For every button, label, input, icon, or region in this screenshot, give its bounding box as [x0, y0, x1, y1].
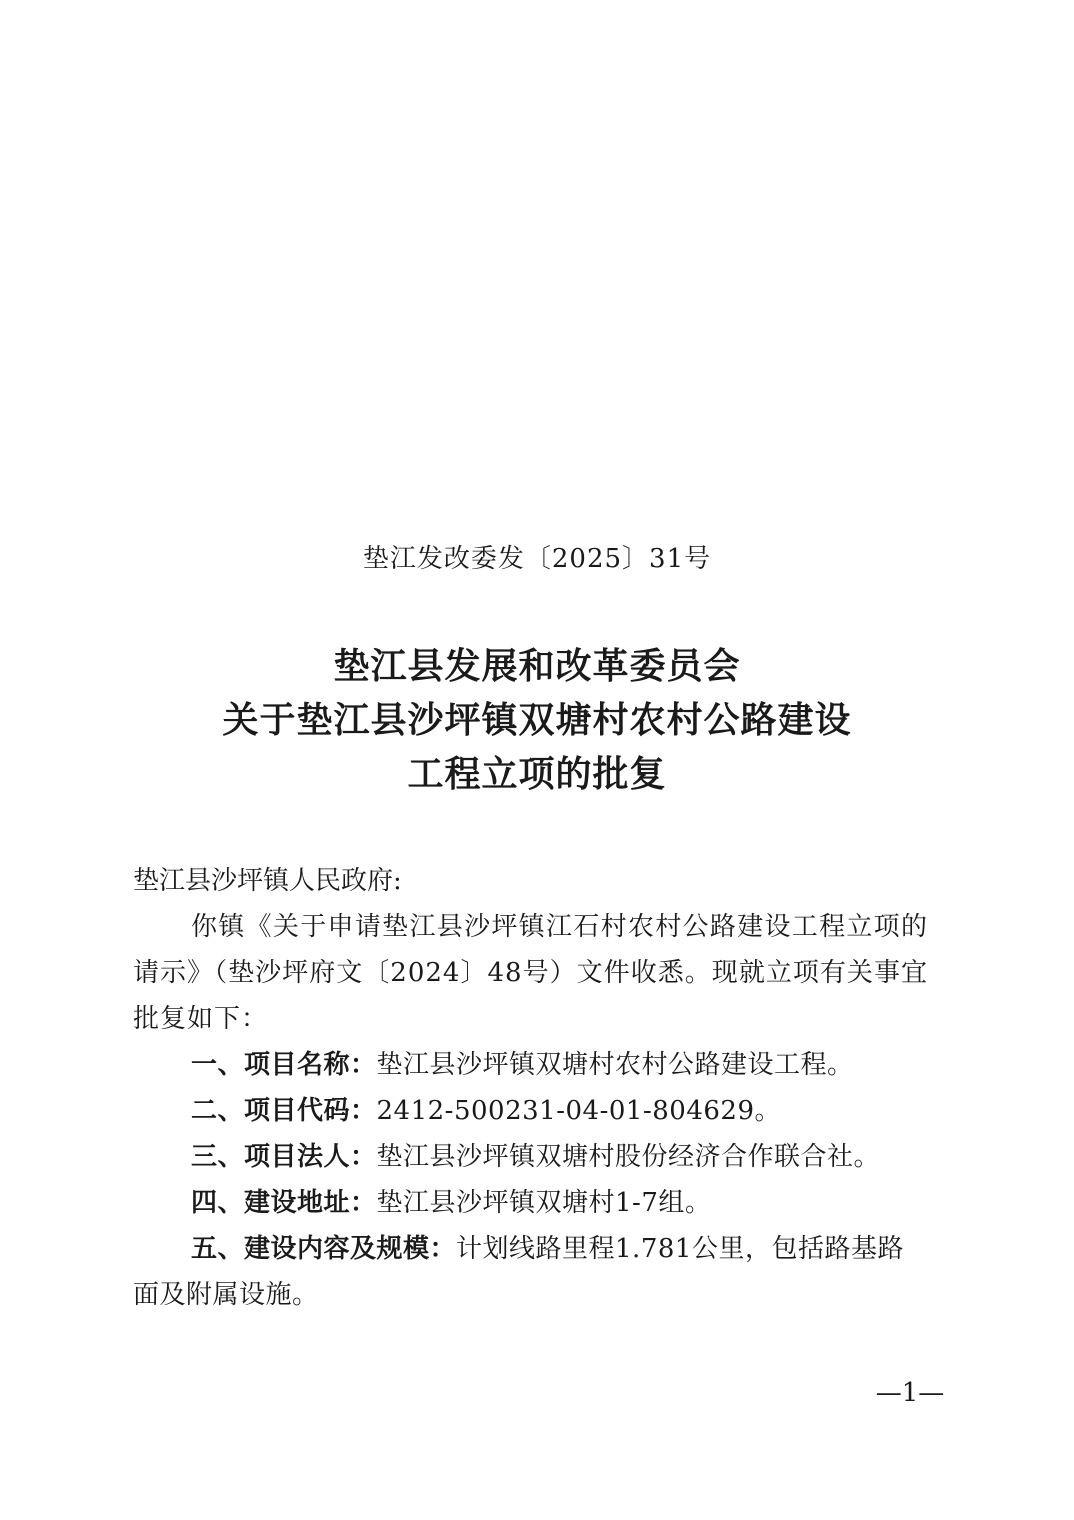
- item-text: 2412-500231-04-01-804629。: [376, 1096, 781, 1126]
- item-text: 垫江县沙坪镇双塘村股份经济合作联合社。: [376, 1142, 881, 1172]
- item-project-legal-person: [133, 1134, 928, 1180]
- item-label: 三、项目法人：: [191, 1142, 377, 1172]
- page-number: —1—: [875, 1378, 945, 1408]
- document-body: [133, 858, 928, 1318]
- item-text: 垫江县沙坪镇双塘村1-7组。: [376, 1188, 712, 1218]
- title-line-3: 工程立项的批复: [407, 754, 667, 795]
- item-project-code: [133, 1088, 928, 1134]
- item-label: 四、建设地址：: [191, 1188, 377, 1218]
- salutation: 垫江县沙坪镇人民政府:: [133, 866, 402, 896]
- intro-paragraph: 你镇《关于申请垫江县沙坪镇江石村农村公路建设工程立项的请示》（垫沙坪府文〔2024〕48号）文件收悉。现就立项有关事宜批复如下：: [133, 912, 928, 1034]
- title-line-1: 垫江县发展和改革委员会: [333, 646, 741, 687]
- item-label: 二、项目代码：: [191, 1096, 377, 1126]
- item-label: 一、项目名称：: [191, 1050, 377, 1080]
- document-title: [0, 640, 1074, 802]
- item-construction-address: [133, 1180, 928, 1226]
- item-label: 五、建设内容及规模：: [191, 1234, 457, 1264]
- title-line-2: 关于垫江县沙坪镇双塘村农村公路建设: [222, 700, 852, 741]
- item-text: 计划线路里程1.781公里，包括路基路面及附属设施。: [133, 1234, 904, 1310]
- document-number: 垫江发改委发〔2025〕31号: [362, 544, 712, 574]
- item-project-name: [133, 1042, 928, 1088]
- item-text: 垫江县沙坪镇双塘村农村公路建设工程。: [376, 1050, 854, 1080]
- item-construction-scope: [133, 1226, 928, 1318]
